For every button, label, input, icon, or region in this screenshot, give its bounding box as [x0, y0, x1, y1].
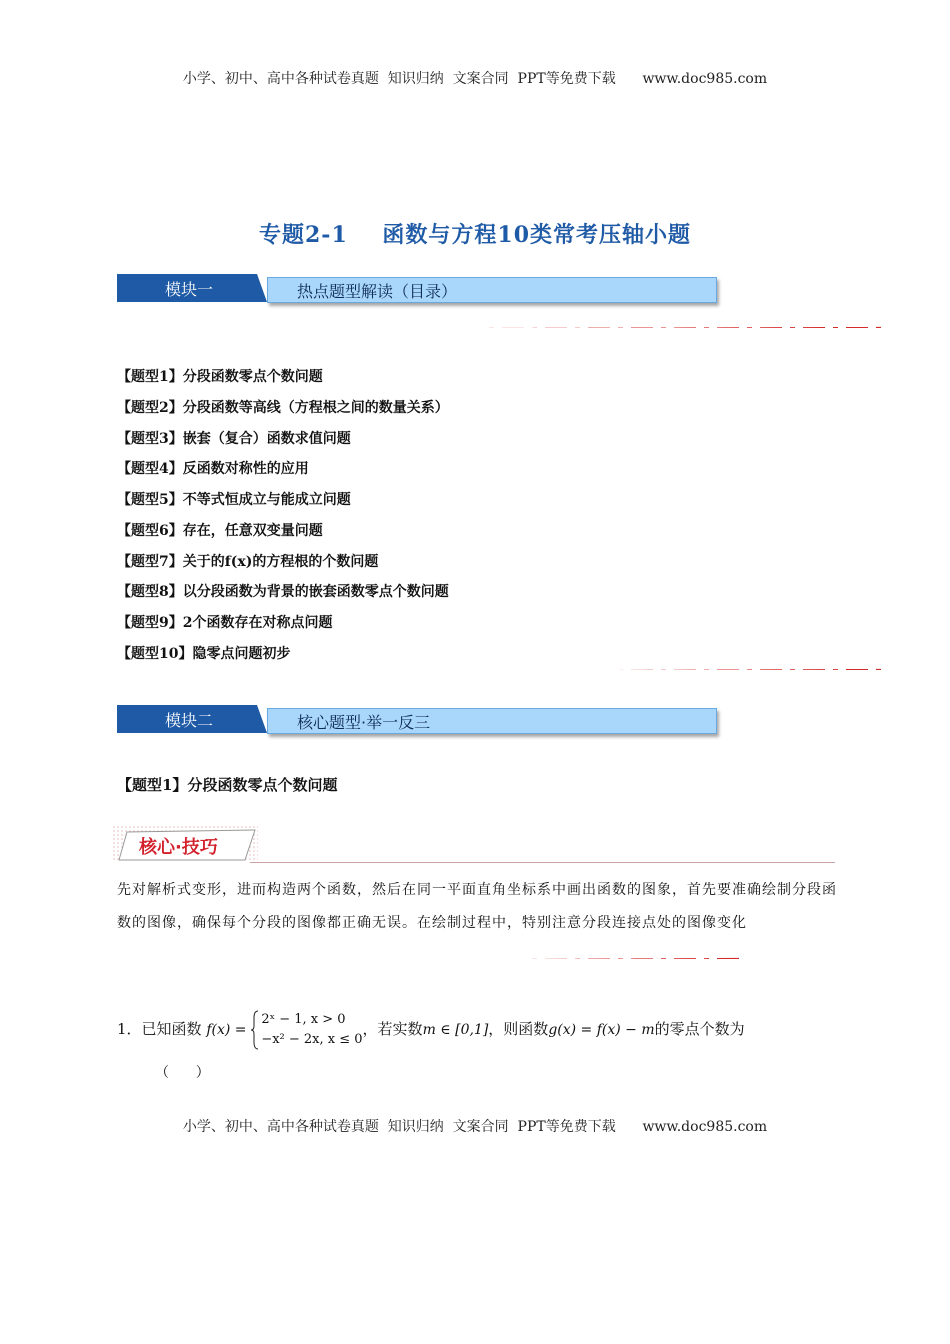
module-tag: 模块一 [165, 280, 214, 299]
problem-number: 1． [117, 1020, 142, 1038]
toc-item-9[interactable]: 【题型9】2个函数存在对称点问题 [117, 615, 333, 631]
tip-underline [250, 862, 835, 863]
tip-badge-label: 核心·技巧 [139, 837, 218, 858]
piecewise-definition [251, 1010, 362, 1050]
page-header: 小学、初中、高中各种试卷真题 知识归纳 文案合同 PPT等免费下载 www.doc985.com [182, 71, 768, 87]
module-label: 热点题型解读（目录） [297, 282, 458, 301]
left-brace-icon [251, 1010, 259, 1050]
answer-parentheses: （ ） [155, 1065, 210, 1081]
dash-divider [115, 668, 885, 670]
toc-item-1[interactable]: 【题型1】分段函数零点个数问题 [117, 369, 323, 385]
tip-badge [113, 826, 258, 862]
toc-item-4[interactable]: 【题型4】反函数对称性的应用 [117, 461, 309, 477]
dash-divider [115, 326, 885, 328]
toc-item-5[interactable]: 【题型5】不等式恒成立与能成立问题 [117, 492, 351, 508]
m-range: m ∈ [0,1] [422, 1022, 489, 1038]
problem-1 [117, 1010, 745, 1050]
function-g: g(x) = f(x) − m [548, 1022, 655, 1038]
problem-tail: 的零点个数为 [654, 1020, 745, 1038]
problem-mid: ，若实数 [362, 1020, 423, 1038]
problem-lead: 已知函数 [141, 1020, 202, 1038]
page-title: 专题2-1 函数与方程10类常考压轴小题 [259, 222, 691, 248]
page-footer: 小学、初中、高中各种试卷真题 知识归纳 文案合同 PPT等免费下载 www.doc985.com [182, 1119, 768, 1135]
problem-mid2: ，则函数 [488, 1020, 549, 1038]
tip-paragraph: 先对解析式变形，进而构造两个函数，然后在同一平面直角坐标系中画出函数的图象，首先要准确绘制分段函数的图像，确保每个分段的图像都正确无误。在绘制过程中，特别注意分段连接点处的图像变化 [117, 882, 837, 931]
toc-item-3[interactable]: 【题型3】嵌套（复合）函数求值问题 [117, 431, 351, 447]
module-banner-1 [117, 274, 717, 304]
toc-item-7[interactable]: 【题型7】关于的f(x)的方程根的个数问题 [117, 554, 379, 570]
dash-divider [115, 957, 745, 959]
piece-case-2: −x² − 2x, x ≤ 0 [261, 1032, 363, 1047]
module-label: 核心题型·举一反三 [297, 713, 431, 732]
piece-case-1: 2ˣ − 1, x > 0 [261, 1012, 346, 1027]
section-heading: 【题型1】分段函数零点个数问题 [117, 776, 338, 794]
function-f: f(x) = [206, 1022, 247, 1038]
toc-item-10[interactable]: 【题型10】隐零点问题初步 [117, 646, 291, 662]
module-banner-2 [117, 705, 717, 735]
toc-item-8[interactable]: 【题型8】以分段函数为背景的嵌套函数零点个数问题 [117, 584, 449, 600]
toc-item-2[interactable]: 【题型2】分段函数等高线（方程根之间的数量关系） [117, 400, 449, 416]
toc-item-6[interactable]: 【题型6】存在，任意双变量问题 [117, 523, 323, 539]
module-tag: 模块二 [165, 711, 214, 730]
